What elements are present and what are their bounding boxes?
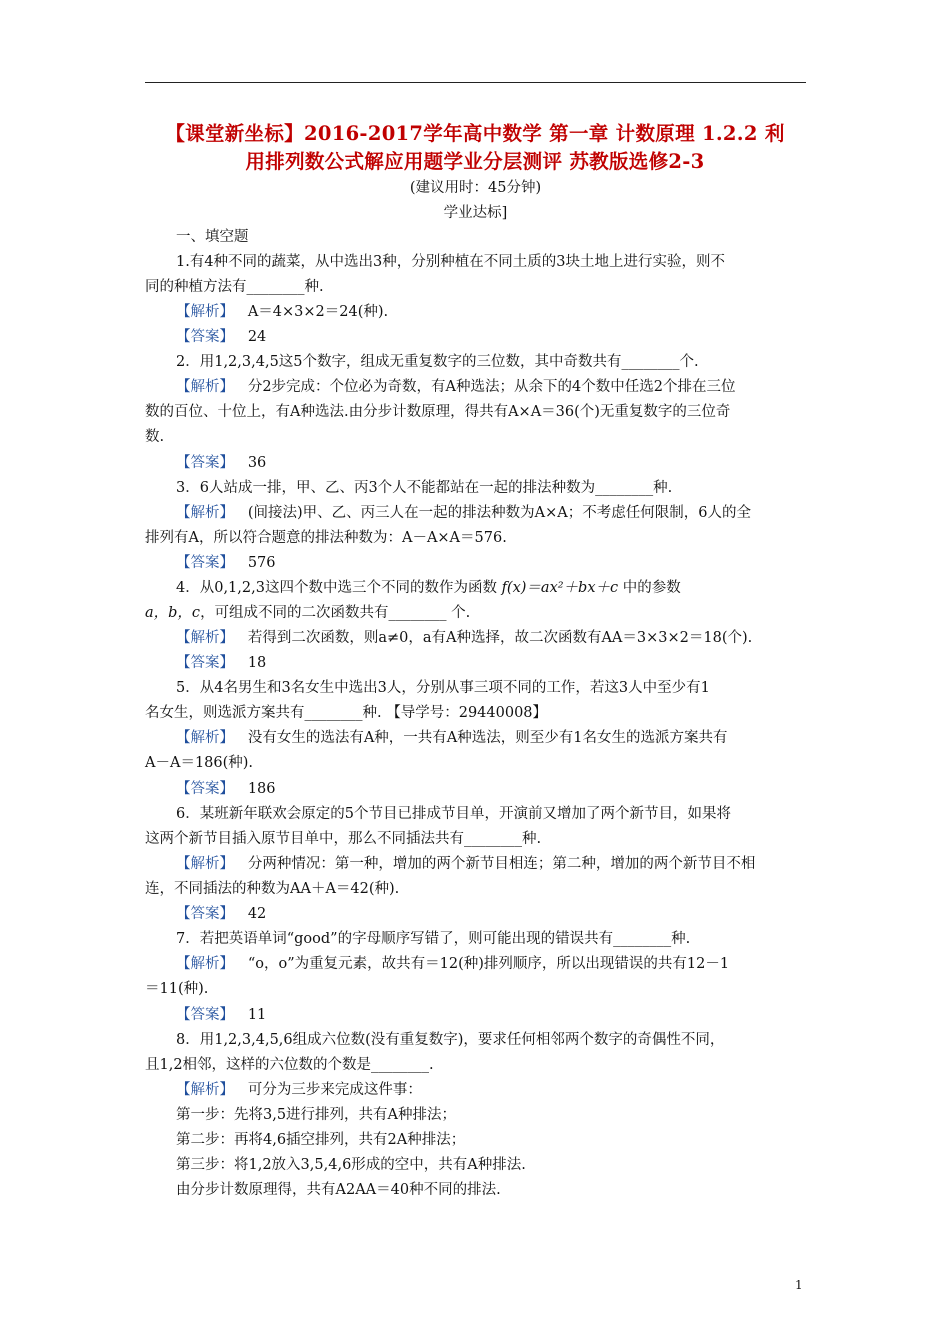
q6-solution — [176, 852, 755, 873]
q4-params: a，b，c — [145, 605, 201, 621]
q6-answer — [176, 902, 266, 923]
title-line-1: 【课堂新坐标】2016-2017学年高中数学 第一章 计数原理 1.2.2 利 — [165, 122, 785, 145]
q3-line-1: 3．6人站成一排，甲、乙、丙3个人不能都站在一起的排法种数为________种. — [176, 480, 673, 496]
document-title — [130, 120, 820, 176]
solution-tag: 【解析】 — [176, 630, 234, 646]
q6-solution-text-2: 连，不同插法的种数为AA＋A＝42(种). — [145, 881, 400, 897]
solution-tag: 【解析】 — [176, 730, 234, 746]
solution-tag: 【解析】 — [176, 956, 234, 972]
answer-tag: 【答案】 — [176, 1007, 234, 1023]
q2-answer — [176, 451, 266, 472]
q4-line-1 — [176, 576, 681, 597]
q2-solution-text-1: 分2步完成：个位必为奇数，有A种选法；从余下的4个数中任选2个排在三位 — [247, 379, 736, 395]
q4-solution — [176, 626, 752, 647]
q1-answer — [176, 325, 266, 346]
q1-solution-text: A＝4×3×2＝24(种). — [247, 304, 389, 320]
q5-solution-text-1: 没有女生的选法有A种，一共有A种选法，则至少有1名女生的选派方案共有 — [247, 730, 728, 746]
solution-tag: 【解析】 — [176, 505, 234, 521]
solution-tag: 【解析】 — [176, 856, 234, 872]
q8-line-1: 8．用1,2,3,4,5,6组成六位数(没有重复数字)，要求任何相邻两个数字的奇偶性不同， — [176, 1032, 725, 1048]
q8-solution — [176, 1078, 422, 1099]
answer-tag: 【答案】 — [176, 455, 234, 471]
suggested-time: (建议用时：45分钟) — [409, 180, 542, 196]
q4-line-2 — [145, 601, 470, 622]
q2-solution — [176, 375, 735, 396]
q4-text-c: ，可组成不同的二次函数共有________ 个. — [200, 605, 471, 621]
q3-answer-text: 576 — [247, 555, 276, 571]
q5-line-2: 名女生，则选派方案共有________种. 【导学号：29440008】 — [145, 705, 548, 721]
q7-solution-text-2: ＝11(种). — [145, 981, 209, 997]
q4-text-b: 中的参数 — [622, 580, 681, 596]
q3-solution-text-2: 排列有A，所以符合题意的排法种数为：A－A×A＝576. — [145, 530, 507, 546]
q4-solution-text: 若得到二次函数，则a≠0，a有A种选择，故二次函数有AA＝3×3×2＝18(个). — [247, 630, 753, 646]
q8-step-1: 第一步：先将3,5进行排列，共有A种排法； — [176, 1107, 457, 1123]
q6-line-2: 这两个新节目插入原节目单中，那么不同插法共有________种. — [145, 831, 542, 847]
q1-solution — [176, 300, 388, 321]
q7-solution — [176, 952, 729, 973]
answer-tag: 【答案】 — [176, 906, 234, 922]
solution-tag: 【解析】 — [176, 304, 234, 320]
header-rule — [145, 82, 806, 83]
solution-tag: 【解析】 — [176, 379, 234, 395]
q2-solution-text-2: 数的百位、十位上，有A种选法.由分步计数原理，得共有A×A＝36(个)无重复数字的三位奇 — [145, 404, 731, 420]
solution-tag: 【解析】 — [176, 1082, 234, 1098]
q5-answer — [176, 777, 276, 798]
q3-answer — [176, 551, 276, 572]
q5-solution-text-2: A－A＝186(种). — [145, 755, 254, 771]
q7-answer-text: 11 — [247, 1007, 267, 1023]
q7-line-1: 7．若把英语单词“good”的字母顺序写错了，则可能出现的错误共有________种. — [176, 931, 691, 947]
q1-line-2: 同的种植方法有________种. — [145, 279, 324, 295]
q4-text-a: 4．从0,1,2,3这四个数中选三个不同的数作为函数 — [176, 580, 497, 596]
q8-step-3: 第三步：将1,2放入3,5,4,6形成的空中，共有A种排法. — [176, 1157, 526, 1173]
q8-step-2: 第二步：再将4,6插空排列，共有2A种排法； — [176, 1132, 466, 1148]
q8-line-2: 且1,2相邻，这样的六位数的个数是________. — [145, 1057, 434, 1073]
q5-solution — [176, 726, 728, 747]
answer-tag: 【答案】 — [176, 655, 234, 671]
answer-tag: 【答案】 — [176, 329, 234, 345]
q8-conclusion: 由分步计数原理得，共有A2AA＝40种不同的排法. — [176, 1182, 501, 1198]
q3-solution — [176, 501, 751, 522]
q5-line-1: 5．从4名男生和3名女生中选出3人，分别从事三项不同的工作，若这3人中至少有1 — [176, 680, 710, 696]
part-heading: 一、填空题 — [176, 229, 249, 245]
answer-tag: 【答案】 — [176, 555, 234, 571]
q2-answer-text: 36 — [247, 455, 267, 471]
title-line-2: 用排列数公式解应用题学业分层测评 苏教版选修2-3 — [245, 150, 705, 173]
answer-tag: 【答案】 — [176, 781, 234, 797]
q8-solution-text: 可分为三步来完成这件事： — [247, 1082, 422, 1098]
q6-answer-text: 42 — [247, 906, 267, 922]
page-number: 1 — [795, 1278, 803, 1292]
q7-answer — [176, 1003, 266, 1024]
q4-function: f(x)＝ax²＋bx＋c — [501, 580, 619, 596]
q2-solution-text-3: 数. — [145, 429, 165, 445]
q4-answer-text: 18 — [247, 655, 267, 671]
q1-line-1: 1.有4种不同的蔬菜，从中选出3种，分别种植在不同土质的3块土地上进行实验，则不 — [176, 254, 726, 270]
q3-solution-text-1: (间接法)甲、乙、丙三人在一起的排法种数为A×A；不考虑任何限制，6人的全 — [247, 505, 751, 521]
q1-answer-text: 24 — [247, 329, 267, 345]
q7-solution-text-1: “o，o”为重复元素，故共有＝12(种)排列顺序，所以出现错误的共有12－1 — [247, 956, 730, 972]
q5-answer-text: 186 — [247, 781, 276, 797]
q4-answer — [176, 651, 266, 672]
section-header: 学业达标] — [443, 205, 508, 221]
q2-line-1: 2．用1,2,3,4,5这5个数字，组成无重复数字的三位数，其中奇数共有________个. — [176, 354, 699, 370]
q6-solution-text-1: 分两种情况：第一种，增加的两个新节目相连；第二种，增加的两个新节目不相 — [247, 856, 756, 872]
q6-line-1: 6．某班新年联欢会原定的5个节目已排成节目单，开演前又增加了两个新节目，如果将 — [176, 806, 731, 822]
